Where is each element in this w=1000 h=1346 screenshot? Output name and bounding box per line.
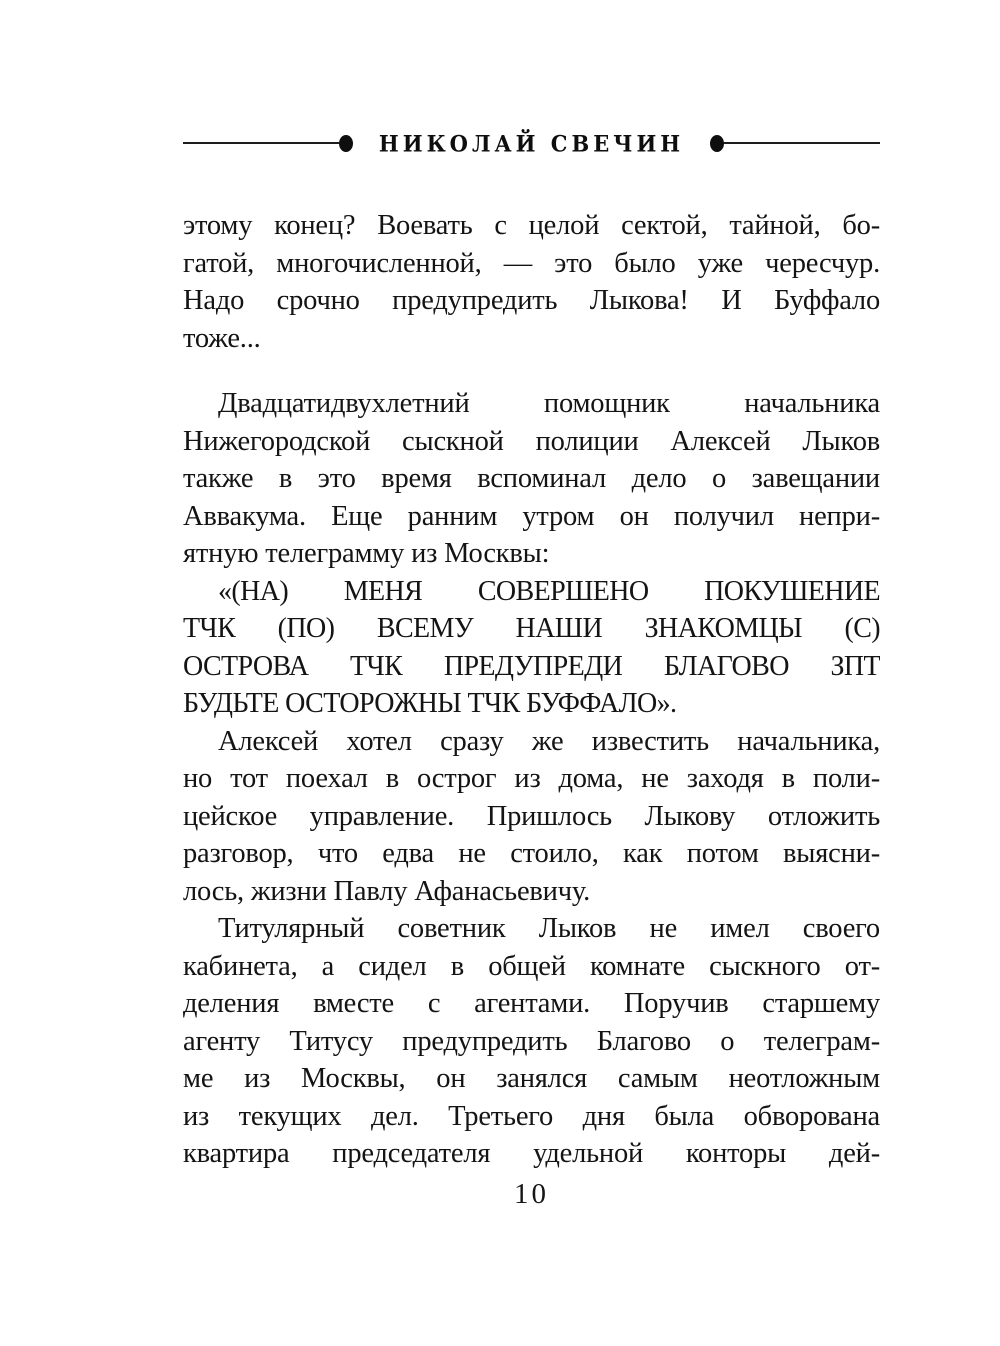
telegram-paragraph: [183, 573, 880, 723]
header-dot-left-icon: [339, 135, 353, 152]
text-line: Нижегородской сыскной полиции Алексей Лыков: [183, 425, 880, 457]
paragraph: [183, 385, 880, 573]
text-line: Алексей хотел сразу же известить начальника,: [218, 725, 880, 757]
paragraph: [183, 910, 880, 1173]
page-number: 10: [514, 1178, 549, 1210]
text-line: «(НА) МЕНЯ СОВЕРШЕНО ПОКУШЕНИЕ: [218, 575, 880, 607]
text-line: деления вместе с агентами. Поручив старшему: [183, 988, 880, 1019]
text-line: ме из Москвы, он занялся самым неотложным: [183, 1063, 880, 1094]
text-line: Аввакума. Еще ранним утром он получил непри-: [183, 500, 880, 532]
header-dot-right-icon: [710, 135, 724, 152]
page-footer: [183, 1178, 880, 1211]
header-rule-right: [724, 142, 880, 144]
text-line: Двадцатидвухлетний помощник начальника: [218, 388, 880, 419]
text-line: лось, жизни Павлу Афанасьевичу.: [183, 875, 590, 907]
running-header: [183, 127, 880, 159]
paragraph: [183, 207, 880, 357]
text-line: Надо срочно предупредить Лыкова! И Буффало: [183, 285, 880, 316]
text-line: Титулярный советник Лыков не имел своего: [218, 913, 880, 944]
text-line: цейское управление. Пришлось Лыкову отложить: [183, 800, 880, 832]
author-name: НИКОЛАЙ СВЕЧИН: [378, 129, 685, 157]
text-line: квартира председателя удельной конторы дей-: [183, 1138, 880, 1169]
paragraph: [183, 723, 880, 911]
text-line: также в это время вспоминал дело о завещании: [183, 463, 880, 494]
text-line: ТЧК (ПО) ВСЕМУ НАШИ ЗНАКОМЦЫ (С): [183, 613, 880, 644]
text-line: ятную телеграмму из Москвы:: [183, 538, 550, 569]
page-body: [183, 207, 880, 1173]
text-line: этому конец? Воевать с целой сектой, тайной, бо-: [183, 210, 880, 241]
text-line: но тот поехал в острог из дома, не заходя в поли-: [183, 763, 880, 794]
text-line: ОСТРОВА ТЧК ПРЕДУПРЕДИ БЛАГОВО ЗПТ: [183, 650, 880, 682]
text-line: тоже...: [183, 322, 261, 354]
text-line: из текущих дел. Третьего дня была обворована: [183, 1100, 880, 1132]
text-line: разговор, что едва не стоило, как потом выясни-: [183, 838, 880, 869]
text-line: кабинета, а сидел в общей комнате сыскного от-: [183, 950, 880, 982]
text-line: гатой, многочисленной, — это было уже чересчур.: [183, 247, 880, 279]
text-line: агенту Титусу предупредить Благово о телеграм-: [183, 1025, 880, 1057]
header-rule-left: [183, 142, 339, 144]
text-line: БУДЬТЕ ОСТОРОЖНЫ ТЧК БУФФАЛО».: [183, 688, 677, 719]
